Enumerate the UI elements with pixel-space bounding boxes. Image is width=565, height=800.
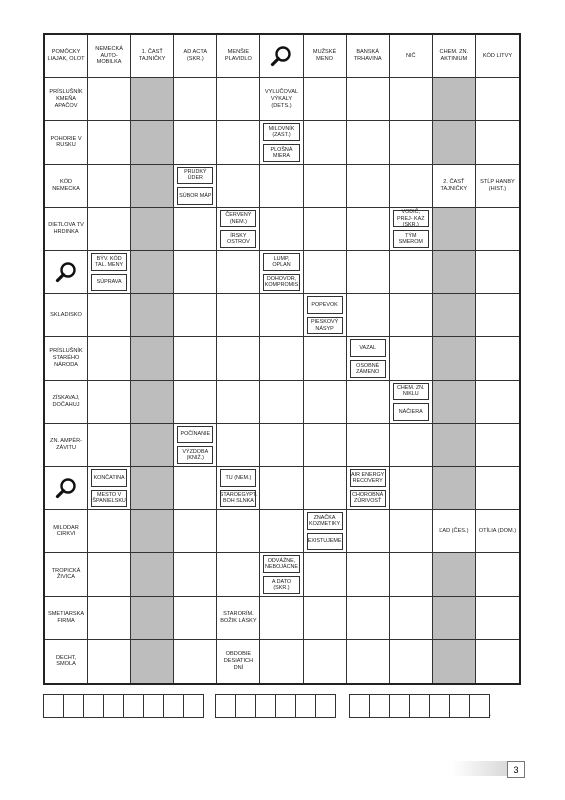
answer-cell[interactable] [390, 597, 433, 640]
answer-cell-shaded[interactable] [131, 78, 174, 121]
answer-cell[interactable] [304, 553, 347, 596]
clue-cell-double [304, 510, 347, 553]
answer-cell[interactable] [88, 424, 131, 467]
answer-cell[interactable] [304, 424, 347, 467]
answer-letter-box[interactable] [449, 694, 470, 718]
answer-cell-shaded[interactable] [131, 467, 174, 510]
clue-cell: DIETLOVA TV HRDINKA [45, 208, 88, 251]
answer-cell-shaded[interactable] [131, 597, 174, 640]
answer-cell[interactable] [217, 251, 260, 294]
answer-cell[interactable] [260, 467, 303, 510]
answer-cell[interactable] [174, 467, 217, 510]
answer-cell[interactable] [217, 337, 260, 380]
clue-text-lower: SÚBOR MÁP [177, 187, 213, 205]
clue-text-lower: MESTO V ŠPANIELSKU [91, 490, 127, 508]
clue-cell: PRÍSLUŠNÍK STARÉHO NÁRODA [45, 337, 88, 380]
answer-group [43, 694, 203, 718]
clue-text-upper: TU (NEM.) [220, 469, 256, 487]
answer-cell[interactable] [88, 597, 131, 640]
clue-cell-double [347, 337, 390, 380]
answer-cell-shaded[interactable] [131, 251, 174, 294]
clue-cell: NEMECKÁ AUTO-MOBILKA [88, 35, 131, 78]
answer-cell[interactable] [260, 510, 303, 553]
clue-text-lower: SÚPRAVA [91, 274, 127, 292]
answer-cell[interactable] [304, 121, 347, 164]
answer-cell-shaded[interactable] [131, 165, 174, 208]
answer-cell[interactable] [217, 424, 260, 467]
clue-cell-double [88, 251, 131, 294]
answer-cell[interactable] [347, 510, 390, 553]
answer-letter-box[interactable] [469, 694, 490, 718]
answer-cell[interactable] [476, 597, 519, 640]
clue-text-lower: EXISTUJEME [307, 533, 343, 551]
answer-letter-box[interactable] [235, 694, 256, 718]
clue-cell: POHORIE V RUSKU [45, 121, 88, 164]
clue-text-upper: POPEVOK [307, 296, 343, 314]
answer-cell[interactable] [260, 597, 303, 640]
answer-cell[interactable] [304, 597, 347, 640]
answer-cell[interactable] [174, 251, 217, 294]
answer-cell[interactable] [390, 640, 433, 683]
answer-cell-shaded[interactable] [131, 208, 174, 251]
clue-text-lower: ÍRSKY OSTROV [220, 230, 256, 248]
answer-letter-box[interactable] [295, 694, 316, 718]
answer-cell[interactable] [174, 510, 217, 553]
answer-cell[interactable] [476, 208, 519, 251]
clue-cell-magnifier [45, 251, 88, 294]
answer-cell[interactable] [304, 251, 347, 294]
answer-cell[interactable] [174, 640, 217, 683]
answer-cell[interactable] [390, 467, 433, 510]
answer-cell[interactable] [476, 294, 519, 337]
answer-cell[interactable] [174, 208, 217, 251]
clue-text-upper: MILOVNÍK (ZAST.) [263, 123, 299, 141]
clue-cell-double [174, 424, 217, 467]
answer-cell[interactable] [390, 251, 433, 294]
clue-cell: ĽAD (ČES.) [433, 510, 476, 553]
answer-cell[interactable] [174, 337, 217, 380]
answer-cell[interactable] [88, 78, 131, 121]
clue-cell: MUŽSKÉ MENO [304, 35, 347, 78]
clue-cell-magnifier [260, 35, 303, 78]
clue-text-upper: AIR ENERGY RECOVERY [350, 469, 386, 487]
answer-cell[interactable] [347, 78, 390, 121]
answer-cell-shaded[interactable] [131, 553, 174, 596]
answer-end-mark: . [488, 705, 492, 719]
answer-letter-box[interactable] [369, 694, 390, 718]
answer-letter-box[interactable] [409, 694, 430, 718]
answer-cell-shaded[interactable] [433, 553, 476, 596]
answer-cell[interactable] [390, 78, 433, 121]
answer-cell[interactable] [390, 294, 433, 337]
answer-cell[interactable] [174, 294, 217, 337]
answer-cell[interactable] [304, 337, 347, 380]
answer-letter-box[interactable] [429, 694, 450, 718]
clue-text-upper: PRUDKÝ ÚDER [177, 167, 213, 185]
answer-letter-box[interactable] [349, 694, 370, 718]
clue-text-upper: ODVÁŽNE, NEBOJÁCNE [263, 555, 299, 573]
clue-cell: STARORÍM. BOŽIK LÁSKY [217, 597, 260, 640]
clue-cell: TROPICKÁ ŽIVICA [45, 553, 88, 596]
crossword-grid [43, 33, 521, 685]
answer-cell-shaded[interactable] [433, 294, 476, 337]
answer-cell-shaded[interactable] [433, 640, 476, 683]
answer-cell-shaded[interactable] [433, 381, 476, 424]
answer-cell-shaded[interactable] [433, 78, 476, 121]
answer-cell-shaded[interactable] [131, 640, 174, 683]
clue-cell: PRÍSLUŠNÍK KMEŇA APAČOV [45, 78, 88, 121]
answer-cell[interactable] [304, 208, 347, 251]
answer-cell[interactable] [260, 424, 303, 467]
answer-cell[interactable] [260, 165, 303, 208]
answer-cell[interactable] [304, 78, 347, 121]
clue-cell-double [174, 165, 217, 208]
answer-cell[interactable] [347, 165, 390, 208]
answer-cell[interactable] [174, 597, 217, 640]
answer-cell-shaded[interactable] [433, 597, 476, 640]
answer-cell[interactable] [347, 251, 390, 294]
magnifier-icon [270, 45, 292, 67]
answer-cell[interactable] [347, 381, 390, 424]
clue-cell: OTÍLIA (DOM.) [476, 510, 519, 553]
answer-cell-shaded[interactable] [433, 467, 476, 510]
clue-cell: NIČ [390, 35, 433, 78]
clue-cell-double [260, 553, 303, 596]
answer-cell[interactable] [260, 208, 303, 251]
clue-cell: 1. ČASŤ TAJNIČKY [131, 35, 174, 78]
answer-cell[interactable] [347, 640, 390, 683]
clue-text-lower: PLOŠNÁ MIERA [263, 144, 299, 162]
answer-cell-shaded[interactable] [131, 337, 174, 380]
clue-cell: 2. ČASŤ TAJNIČKY [433, 165, 476, 208]
answer-cell[interactable] [88, 165, 131, 208]
clue-text-lower: DOHOVOR, KOMPROMIS [263, 274, 299, 292]
magnifier-icon [55, 261, 77, 283]
answer-letter-box[interactable] [389, 694, 410, 718]
answer-cell[interactable] [304, 467, 347, 510]
clue-text-upper: ZNAČKA KOZMETIKY [307, 512, 343, 530]
answer-letter-box[interactable] [43, 694, 64, 718]
clue-cell: CHEM. ZN. AKTINIUM [433, 35, 476, 78]
answer-cell[interactable] [174, 121, 217, 164]
answer-letter-box[interactable] [163, 694, 184, 718]
clue-cell: VYLUČOVAL VÝKALY (DETS.) [260, 78, 303, 121]
answer-cell-shaded[interactable] [131, 381, 174, 424]
clue-cell: AD ACTA (SKR.) [174, 35, 217, 78]
answer-cell[interactable] [390, 553, 433, 596]
answer-cell[interactable] [217, 294, 260, 337]
answer-cell[interactable] [476, 78, 519, 121]
clue-cell: MILODAR CIRKVI [45, 510, 88, 553]
clue-text-lower: STAROEGYPT. BOH SLNKA [220, 490, 256, 508]
answer-cell[interactable] [174, 78, 217, 121]
answer-letter-box[interactable] [183, 694, 204, 718]
answer-cell[interactable] [476, 121, 519, 164]
answer-cell[interactable] [217, 165, 260, 208]
clue-cell-double [347, 467, 390, 510]
answer-cell[interactable] [88, 510, 131, 553]
answer-cell[interactable] [347, 121, 390, 164]
answer-cell[interactable] [390, 337, 433, 380]
clue-cell: SKLADISKO [45, 294, 88, 337]
answer-cell[interactable] [347, 424, 390, 467]
answer-cell[interactable] [260, 381, 303, 424]
answer-cell[interactable] [304, 640, 347, 683]
answer-letter-box[interactable] [103, 694, 124, 718]
clue-cell: ZN. AMPÉR-ZÁVITU [45, 424, 88, 467]
clue-text-upper: VAZAL [350, 339, 386, 357]
clue-text-lower: CHOROBNÁ ZÚRIVOSŤ [350, 490, 386, 508]
clue-cell: DECHT, SMOLA [45, 640, 88, 683]
answer-cell-shaded[interactable] [131, 510, 174, 553]
answer-cell[interactable] [88, 121, 131, 164]
answer-letter-box[interactable] [255, 694, 276, 718]
answer-letter-box[interactable] [123, 694, 144, 718]
answer-letter-box[interactable] [275, 694, 296, 718]
clue-cell: OBDOBIE DESIATICH DNÍ [217, 640, 260, 683]
answer-letter-box[interactable] [63, 694, 84, 718]
answer-cell[interactable] [347, 208, 390, 251]
clue-text-upper: KONČATINA [91, 469, 127, 487]
answer-cell[interactable] [347, 597, 390, 640]
clue-cell-double [260, 251, 303, 294]
clue-cell: BANSKÁ TRHAVINA [347, 35, 390, 78]
clue-cell: KÓD LITVY [476, 35, 519, 78]
answer-cell[interactable] [476, 337, 519, 380]
clue-cell: ZÍSKAVAJ, DOČAHUJ [45, 381, 88, 424]
answer-letter-box[interactable] [215, 694, 236, 718]
answer-cell[interactable] [390, 165, 433, 208]
clue-cell-double [217, 467, 260, 510]
answer-cell-shaded[interactable] [433, 424, 476, 467]
answer-cell[interactable] [476, 467, 519, 510]
clue-cell-double [390, 208, 433, 251]
answer-group [349, 694, 492, 719]
clue-text-upper: LUMP, OPLAN [263, 253, 299, 271]
clue-text-upper: POČÍNANIE [177, 426, 213, 444]
answer-cell[interactable] [476, 251, 519, 294]
clue-text-lower: A DATO (SKR.) [263, 576, 299, 594]
answer-cell-shaded[interactable] [433, 208, 476, 251]
clue-cell: MENŠIE PLAVIDLO [217, 35, 260, 78]
answer-cell[interactable] [88, 640, 131, 683]
answer-cell[interactable] [260, 294, 303, 337]
page-number: 3 [507, 761, 525, 778]
answer-cell[interactable] [217, 553, 260, 596]
answer-cell[interactable] [217, 78, 260, 121]
answer-cell[interactable] [304, 381, 347, 424]
answer-cell[interactable] [88, 208, 131, 251]
answer-letter-box[interactable] [315, 694, 336, 718]
answer-cell[interactable] [88, 553, 131, 596]
answer-cell[interactable] [476, 640, 519, 683]
answer-letter-box[interactable] [143, 694, 164, 718]
clue-cell: STĹP HANBY (HIST.) [476, 165, 519, 208]
answer-cell[interactable] [390, 424, 433, 467]
answer-group [215, 694, 335, 718]
clue-cell: KÓD NEMECKA [45, 165, 88, 208]
clue-text-lower: NÁČIERA [393, 403, 429, 421]
clue-text-lower: VÝZDOBA (KNIŽ.) [177, 446, 213, 464]
answer-cell[interactable] [390, 510, 433, 553]
clue-text-lower: OSOBNÉ ZÁMENO [350, 360, 386, 378]
answer-cell[interactable] [217, 510, 260, 553]
magnifier-icon [55, 477, 77, 499]
answer-cell[interactable] [476, 381, 519, 424]
answer-cell[interactable] [476, 553, 519, 596]
answer-letter-box[interactable] [83, 694, 104, 718]
solution-answer-strip [43, 694, 503, 718]
clue-cell-double [260, 121, 303, 164]
answer-cell[interactable] [304, 165, 347, 208]
answer-cell-shaded[interactable] [131, 121, 174, 164]
clue-text-upper: BÝV. KÓD TAL. MENY [91, 253, 127, 271]
clue-cell: POMÔCKY LIAJAK, OLOT [45, 35, 88, 78]
answer-cell[interactable] [347, 294, 390, 337]
answer-cell-shaded[interactable] [131, 294, 174, 337]
answer-cell[interactable] [217, 121, 260, 164]
clue-text-lower: PIESKOVÝ NÁSYP [307, 317, 343, 335]
clue-text-upper: CHEM. ZN. NIKLU [393, 383, 429, 401]
answer-cell[interactable] [260, 640, 303, 683]
answer-cell[interactable] [88, 337, 131, 380]
answer-cell[interactable] [476, 424, 519, 467]
answer-cell-shaded[interactable] [433, 121, 476, 164]
answer-cell[interactable] [260, 337, 303, 380]
clue-cell-double [304, 294, 347, 337]
answer-cell-shaded[interactable] [433, 251, 476, 294]
clue-text-upper: VODIČ, PREJ- KAZ (SKR.) [393, 210, 429, 228]
clue-cell-double [88, 467, 131, 510]
answer-cell[interactable] [88, 381, 131, 424]
answer-cell[interactable] [88, 294, 131, 337]
answer-cell-shaded[interactable] [433, 337, 476, 380]
clue-cell-magnifier [45, 467, 88, 510]
answer-cell[interactable] [174, 381, 217, 424]
clue-cell: SMETIARSKA FIRMA [45, 597, 88, 640]
clue-text-lower: TÝM SMEROM [393, 230, 429, 248]
clue-cell-double [390, 381, 433, 424]
answer-cell[interactable] [390, 121, 433, 164]
answer-cell[interactable] [174, 553, 217, 596]
answer-cell-shaded[interactable] [131, 424, 174, 467]
clue-text-upper: ČERVENÝ (NEM.) [220, 210, 256, 228]
answer-cell[interactable] [347, 553, 390, 596]
answer-cell[interactable] [217, 381, 260, 424]
clue-cell-double [217, 208, 260, 251]
